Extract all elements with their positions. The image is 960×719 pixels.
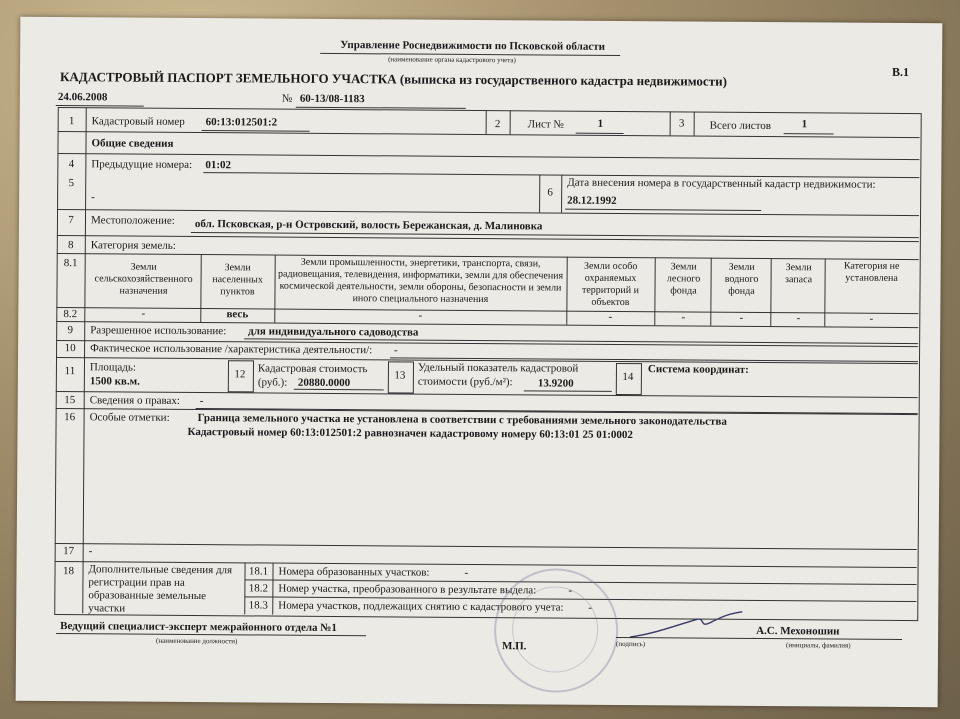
formed-plots: -	[464, 566, 469, 579]
row-number: 14	[622, 371, 634, 384]
specific-value: 13.9200	[537, 377, 574, 390]
form-code: В.1	[891, 64, 910, 79]
location: обл. Псковская, р-н Островский, волость Бережанская, д. Малиновка	[194, 218, 543, 233]
value-not-set: -	[869, 312, 874, 325]
row-number: 8.1	[63, 257, 78, 270]
land-category-label: Категория земель:	[90, 239, 176, 252]
row-number: 7	[68, 214, 74, 227]
value-forest: -	[681, 311, 686, 324]
total-sheets-label: Всего листов	[709, 119, 772, 133]
actual-use: -	[394, 344, 398, 357]
signer-position: Ведущий специалист-эксперт межрайонного отдела №1	[60, 620, 337, 635]
specific-value-label: Удельный показатель кадастровой	[417, 361, 579, 375]
row-number: 8	[68, 239, 74, 252]
signer-name: А.С. Мехоношин	[756, 624, 840, 638]
value-reserve: -	[796, 312, 801, 325]
area-label: Площадь:	[89, 361, 136, 374]
transformed-plot-label: Номер участка, преобразованного в результате выдела:	[278, 582, 537, 597]
row-number: 18.1	[248, 565, 269, 578]
row-number: 18.3	[248, 599, 268, 612]
special-notes-label: Особые отметки:	[89, 411, 170, 424]
registration-date: 28.12.1992	[567, 194, 617, 207]
cadastral-value-label: Кадастровая стоимость	[257, 362, 368, 376]
sheet-number: 1	[597, 117, 604, 130]
doc-number-label: №	[281, 92, 293, 105]
row-number: 3	[678, 117, 685, 130]
cadastral-value-unit: (руб.):	[257, 376, 288, 389]
permitted-use-label: Разрешенное использование:	[90, 324, 227, 338]
cadastral-value: 20880.0000	[297, 376, 351, 390]
row-number: 10	[64, 342, 76, 355]
sheet-label: Лист №	[527, 118, 564, 131]
document-date: 24.06.2008	[57, 91, 108, 104]
row-number: 2	[494, 118, 501, 131]
category-industry: Земли промышленности, энергетики, транспорта, связи, радиовещания, телевидения, информатики, земли для обеспечения космической деятельности, земли обороны, безопасности и земли иного специального назначения	[278, 256, 564, 306]
coordinate-system-label: Система координат:	[647, 363, 749, 376]
previous-numbers: 01:02	[205, 159, 232, 172]
authority-note: (наименование органа кадастрового учета)	[388, 55, 516, 65]
removed-plots: -	[588, 601, 593, 614]
area: 1500 кв.м.	[89, 375, 140, 388]
rights: -	[199, 395, 204, 408]
position-note: (наименование должности)	[156, 636, 238, 646]
special-notes-line1: Граница земельного участка не установлена в соответствии с требованиями земельного законодательства	[197, 412, 727, 428]
category-not-set: Категория не установлена	[843, 260, 900, 284]
row17-value: -	[88, 545, 93, 558]
category-protected: Земли особо охраняемых территорий и объектов	[581, 260, 640, 309]
permitted-use: для индивидуального садоводства	[248, 325, 419, 339]
previous-numbers-label: Предыдущие номера:	[91, 158, 193, 171]
row-number: 6	[547, 186, 553, 199]
value-industry: -	[418, 309, 423, 322]
formed-plots-label: Номера образованных участков:	[278, 565, 430, 579]
document-title: КАДАСТРОВЫЙ ПАСПОРТ ЗЕМЕЛЬНОГО УЧАСТКА (выписка из государственного кадастра недвижимости)	[59, 69, 728, 89]
signature-note: (подпись)	[616, 639, 646, 649]
row-number: 16	[64, 411, 76, 424]
authority-name: Управление Роснедвижимости по Псковской области	[340, 39, 606, 53]
value-water: -	[739, 311, 744, 324]
row-number: 18	[62, 565, 75, 578]
actual-use-label: Фактическое использование /характеристика деятельности/:	[90, 342, 373, 357]
row-number: 5	[68, 177, 75, 190]
total-sheets: 1	[801, 118, 808, 131]
special-notes-line2: Кадастровый номер 60:13:012501:2 равнозначен кадастровому номеру 60:13:01 25 01:0002	[187, 425, 633, 442]
value-protected: -	[608, 310, 613, 323]
removed-plots-label: Номера участков, подлежащих снятию с кадастрового учета:	[278, 599, 564, 614]
name-note: (инициалы, фамилия)	[786, 641, 851, 650]
category-reserve: Земли запаса	[785, 262, 813, 286]
row-number: 18.2	[248, 582, 269, 595]
row-number: 15	[64, 394, 76, 407]
row-number: 9	[67, 324, 74, 337]
registration-date-label: Дата внесения номера в государственный кадастр недвижимости:	[567, 176, 876, 191]
row-number: 11	[64, 365, 76, 378]
rights-label: Сведения о правах:	[89, 394, 181, 407]
row-number: 8.2	[63, 308, 78, 321]
location-label: Местоположение:	[90, 214, 175, 227]
row5-value: -	[91, 191, 95, 204]
row-number: 12	[234, 368, 246, 381]
transformed-plot: -	[568, 584, 573, 597]
category-settlements: Земли населенных пунктов	[212, 262, 263, 298]
section-general: Общие сведения	[91, 137, 174, 150]
doc-number: 60-13/08-1183	[299, 92, 365, 106]
row-number: 4	[68, 158, 75, 171]
row-number: 13	[394, 369, 406, 382]
seal-place: М.П.	[501, 640, 527, 653]
additional-info-label: Дополнительные сведения для регистрации прав на образованные земельные участки	[88, 563, 233, 615]
cadastral-number: 60:13:012501:2	[205, 116, 278, 129]
document-sheet	[16, 17, 943, 707]
row-number: 1	[68, 115, 75, 128]
specific-value-label-2: стоимости (руб./м²):	[417, 375, 513, 389]
value-settlements: весь	[226, 308, 249, 321]
value-agricultural: -	[141, 307, 146, 320]
category-agricultural: Земли сельскохозяйственного назначения	[94, 261, 193, 297]
category-forest: Земли лесного фонда	[666, 261, 701, 297]
cadastral-number-label: Кадастровый номер	[91, 115, 185, 128]
row-number: 17	[63, 545, 75, 558]
category-water: Земли водного фонда	[724, 261, 759, 297]
